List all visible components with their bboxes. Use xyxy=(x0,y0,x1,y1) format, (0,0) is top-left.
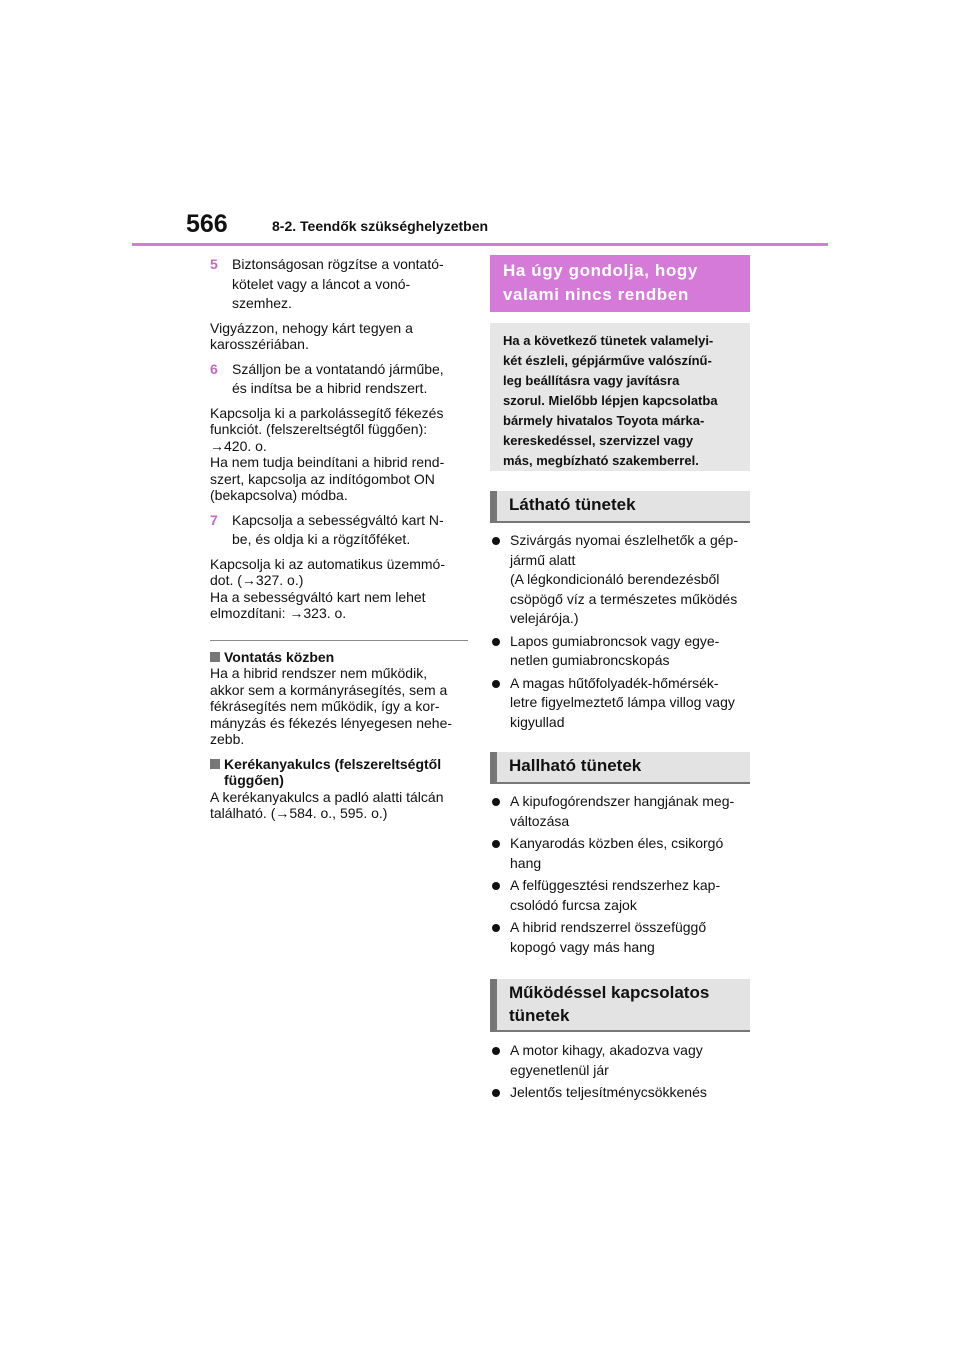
paragraph xyxy=(210,320,468,353)
text-line: karosszériában. xyxy=(210,336,309,352)
item-line: A motor kihagy, akadozva vagy xyxy=(510,1042,703,1058)
text-line: található. (→584. o., 595. o.) xyxy=(210,805,388,821)
category-heading-audible xyxy=(490,752,750,784)
symptom-list-audible xyxy=(490,792,750,960)
list-item xyxy=(490,674,750,733)
intro-line: leg beállításra vagy javításra xyxy=(503,373,680,388)
category-title: Látható tünetek xyxy=(509,495,636,514)
text-line: Kapcsolja ki az automatikus üzemmó- xyxy=(210,555,445,572)
item-line: kopogó vagy más hang xyxy=(510,938,655,955)
paragraph xyxy=(210,789,468,822)
list-item xyxy=(490,632,750,671)
step-line: és indítsa be a hibrid rendszert. xyxy=(232,380,428,396)
section-banner xyxy=(490,255,750,312)
step-number: 6 xyxy=(210,360,218,377)
subsection-heading xyxy=(210,649,468,666)
category-title: Működéssel kapcsolatos xyxy=(509,983,710,1002)
category-title: tünetek xyxy=(509,1006,570,1025)
text-line: (bekapcsolva) módba. xyxy=(210,487,348,503)
paragraph xyxy=(210,405,468,504)
paragraph xyxy=(210,556,468,622)
item-line: Szivárgás nyomai észlelhetők a gép- xyxy=(510,532,739,548)
step-number: 7 xyxy=(210,511,218,528)
symptom-list-operational xyxy=(490,1041,750,1106)
divider xyxy=(210,640,468,641)
intro-line: kereskedéssel, szervizzel vagy xyxy=(503,433,694,448)
category-title: Hallható tünetek xyxy=(509,756,642,775)
intro-line: Ha a következő tünetek valamelyi- xyxy=(503,333,714,348)
item-line: csöpögő víz a természetes működés xyxy=(510,590,738,607)
section-title: 8-2. Teendők szükséghelyzetben xyxy=(272,218,489,234)
text-line: Ha a hibrid rendszer nem működik, xyxy=(210,665,428,681)
item-line: változása xyxy=(510,812,570,829)
item-line: csolódó furcsa zajok xyxy=(510,896,637,913)
page-number: 566 xyxy=(186,210,228,238)
text-line: mányzás és fékezés lényegesen nehe- xyxy=(210,714,453,731)
item-line: kigyullad xyxy=(510,713,565,730)
item-line: velejárója.) xyxy=(510,610,579,626)
step-number: 5 xyxy=(210,256,218,272)
step-6 xyxy=(210,360,468,399)
step-line: Szálljon be a vontatandó járműbe, xyxy=(232,360,444,377)
text-line: dot. (→327. o.) xyxy=(210,572,304,588)
step-line: szemhez. xyxy=(232,295,292,311)
item-line: hang xyxy=(510,854,542,871)
list-item xyxy=(490,834,750,873)
step-line: Kapcsolja a sebességváltó kart N- xyxy=(232,511,444,528)
step-line: kötelet vagy a láncot a vonó- xyxy=(232,275,411,292)
step-line: be, és oldja ki a rögzítőféket. xyxy=(232,531,411,547)
step-5 xyxy=(210,255,468,314)
category-heading-visible xyxy=(490,491,750,523)
item-line: (A légkondicionáló berendezésből xyxy=(510,571,720,587)
cross-reference: →420. o. xyxy=(210,437,267,454)
list-item xyxy=(490,1083,750,1103)
text-line: fékrásegítés nem működik, így a kor- xyxy=(210,698,440,714)
intro-line: szorul. Mielőbb lépjen kapcsolatba xyxy=(503,393,718,408)
list-item xyxy=(490,1041,750,1080)
item-line: Lapos gumiabroncsok vagy egye- xyxy=(510,632,720,649)
subsection-heading xyxy=(210,756,468,789)
symptom-list-visible xyxy=(490,531,750,735)
item-line: letre figyelmeztető lámpa villog vagy xyxy=(510,694,735,710)
paragraph xyxy=(210,665,468,748)
intro-line: más, megbízható szakemberrel. xyxy=(503,453,699,468)
list-item xyxy=(490,531,750,629)
text-line: Ha nem tudja beindítani a hibrid rend- xyxy=(210,454,445,470)
text-line: Ha a sebességváltó kart nem lehet xyxy=(210,588,426,605)
heading-line: függően) xyxy=(224,772,284,788)
item-line: netlen gumiabroncskopás xyxy=(510,652,670,668)
heading-line: Kerékanyakulcs (felszereltségtől xyxy=(224,755,442,772)
square-bullet-icon xyxy=(210,652,220,662)
text-line: zebb. xyxy=(210,731,245,747)
heading-line: Vontatás közben xyxy=(224,648,335,665)
list-item xyxy=(490,918,750,957)
left-column xyxy=(210,255,468,830)
text-line: akkor sem a kormányrásegítés, sem a xyxy=(210,681,448,698)
step-7 xyxy=(210,511,468,550)
item-line: A hibrid rendszerrel összefüggő xyxy=(510,919,707,935)
text-line: Vigyázzon, nehogy kárt tegyen a xyxy=(210,319,413,336)
category-heading-operational xyxy=(490,979,750,1032)
list-item xyxy=(490,876,750,915)
item-line: Jelentős teljesítménycsökkenés xyxy=(510,1084,707,1100)
list-item xyxy=(490,792,750,831)
item-line: Kanyarodás közben éles, csikorgó xyxy=(510,835,724,851)
intro-line: két észleli, gépjárműve valószínű- xyxy=(503,353,712,368)
text-line: elmozdítani: →323. o. xyxy=(210,605,347,621)
item-line: A felfüggesztési rendszerhez kap- xyxy=(510,877,721,893)
square-bullet-icon xyxy=(210,759,220,769)
item-line: A kipufogórendszer hangjának meg- xyxy=(510,793,735,809)
text-line: funkciót. (felszereltségtől függően): xyxy=(210,421,428,437)
intro-panel xyxy=(490,323,750,471)
text-line: Kapcsolja ki a parkolássegítő fékezés xyxy=(210,404,444,421)
text-line: A kerékanyakulcs a padló alatti tálcán xyxy=(210,788,444,805)
item-line: egyenetlenül jár xyxy=(510,1061,609,1078)
intro-line: bármely hivatalos Toyota márka- xyxy=(503,413,705,428)
text-line: szert, kapcsolja az indítógombot ON xyxy=(210,470,435,487)
step-line: Biztonságosan rögzítse a vontató- xyxy=(232,256,444,272)
item-line: jármű alatt xyxy=(510,551,576,568)
header-rule xyxy=(132,243,828,246)
item-line: A magas hűtőfolyadék-hőmérsék- xyxy=(510,674,719,691)
banner-line: valami nincs rendben xyxy=(503,285,689,304)
banner-line: Ha úgy gondolja, hogy xyxy=(503,261,698,280)
